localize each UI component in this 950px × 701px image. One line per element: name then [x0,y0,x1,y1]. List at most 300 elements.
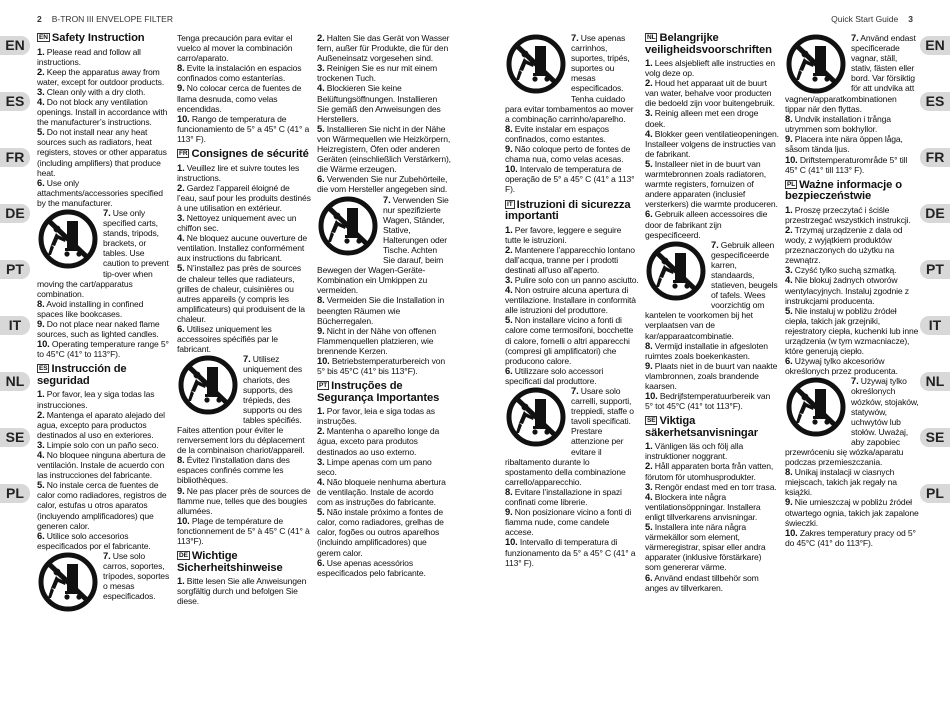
language-tab-es: ES [0,92,30,111]
cart-tipover-warning-icon [785,34,847,94]
instruction-item [37,97,171,127]
instruction-item [177,486,311,516]
language-tab-pt: PT [0,260,30,279]
item-number: 10. [505,163,518,175]
instruction-item [645,573,779,593]
section-title [317,381,451,404]
item-number: 4. [645,127,653,139]
instruction-item [177,233,311,263]
right-page-header [831,14,913,24]
item-number: 7. [851,33,859,43]
item-text: Utilice solo accesorios especificados por el fabricante. [37,530,151,551]
item-number: 1. [645,440,653,452]
item-number: 4. [317,475,325,487]
item-number: 9. [505,506,513,518]
item-text: Gebruik alleen accessoires die door de fabrikant zijn gespecificeerd. [645,209,768,240]
instruction-item [505,366,639,386]
instruction-item [37,440,171,450]
instruction-item [785,134,919,154]
item-text: Unikaj instalacji w ciasnych miejscach, takich jak regały na książki. [785,467,897,498]
item-text: Do not install near any heat sources such as radiators, heat registers, stoves or other apparatus (including amplifiers) that produce heat. [37,127,167,178]
item-text: Não coloque perto de fontes de chama nua, como velas acesas. [505,144,631,165]
item-number: 7. [711,239,719,250]
language-tab-en: EN [920,36,950,55]
instruction-item [37,531,171,551]
instruction-item [317,174,451,194]
language-tab-se: SE [0,428,30,447]
item-text: Zakres temperatury pracy od 5° do 45°C (41° do 113°F). [785,527,916,548]
cart-warning-block [37,208,171,299]
item-text: Evite instalar em espaços confinados, como estantes. [505,123,609,144]
instruction-item [37,67,171,87]
item-number: 5. [317,122,325,134]
item-number: 10. [785,526,798,538]
instruction-item [37,450,171,480]
language-tab-se: SE [920,428,950,447]
instruction-item [785,528,919,548]
section-title-text: Safety Instruction [51,32,145,44]
instruction-item [177,213,311,233]
item-number: 4. [37,95,45,107]
language-code-badge: DE [179,552,188,560]
instruction-item [645,341,779,361]
item-number: 6. [317,556,325,568]
item-number: 7. [383,194,391,205]
item-number: 10. [37,338,50,350]
instruction-item [785,275,919,305]
instruction-item [317,83,451,123]
instruction-item [505,537,639,567]
item-number: 3. [37,85,45,97]
instruction-item [785,467,919,497]
item-text: Verwenden Sie nur Zubehörteile, die vom Hersteller angegeben sind. [317,174,448,195]
instruction-item [645,209,779,239]
item-number: 1. [645,57,653,68]
language-tab-it: IT [0,316,30,335]
instruction-item [37,389,171,409]
safety-section [505,200,639,568]
item-text: Veuillez lire et suivre toutes les instructions. [177,162,300,183]
item-text: Betriebstemperaturbereich von 5° bis 45°C (41° bis 113°F). [317,356,446,377]
item-number: 6. [37,176,45,188]
safety-section [785,33,919,175]
item-number: 1. [37,388,45,400]
item-number: 9. [785,496,793,508]
item-text: Intervalo de temperatura de operação de 5° a 45° C (41° a 113° F). [505,164,635,195]
item-text: Clean only with a dry cloth. [46,86,146,97]
column-5 [645,33,779,598]
item-text: Vermijd installatie in afgesloten ruimtes zoals boekenkasten. [645,340,768,361]
column-2 [177,33,311,611]
column-1 [37,33,171,617]
instruction-item [177,324,311,354]
instruction-item [317,477,451,507]
section-title-text: Instruções de Segurança Importantes [317,380,440,404]
continued-text: Tenga precaución para evitar el vuelco al mover la combinación carro/aparato. [177,33,293,64]
language-tab-fr: FR [920,148,950,167]
item-number: 6. [505,364,513,376]
item-text: N’installez pas près de sources de chaleur telles que radiateurs, grilles de chaleur, cuisinières ou autres appareils (y compris les amplificateurs) qui produisent de la chaleur. [177,263,305,324]
section-title [37,364,171,387]
item-text: Installeer niet in de buurt van warmtebronnen zoals radiatoren, warmte registers, fornuizen of andere apparaten (inclusief versterkers) die warmte produceren. [645,158,778,210]
instruction-item [37,87,171,97]
safety-section [645,416,779,592]
item-text: Placera inte nära öppen låga, såsom tända ljus. [785,134,903,155]
instruction-item [645,441,779,461]
item-number: 8. [177,62,185,74]
item-text: Używaj tylko określonych wózków, stojaków, statywów, uchwytów lub stołów. Uważaj, aby zapobiec przewróceniu się wózka/aparatu podczas przemieszczania. [785,376,919,468]
language-tab-nl: NL [920,372,950,391]
section-title [645,33,779,56]
instruction-item [37,480,171,530]
instruction-item [785,356,919,376]
item-text: Czyść tylko suchą szmatką. [794,265,897,276]
item-text: Utilizzare solo accessori specificati dal produttore. [505,365,604,386]
item-number: 1. [177,161,185,173]
item-text: Non installare vicino a fonti di calore come termosifoni, bocchette di calore, fornelli o altri apparecchi (compresi gli amplificatori) che producono calore. [505,315,634,366]
item-text: Utilisez uniquement les accessoires spécifiés par le fabricant. [177,324,278,355]
section-title-text: Istruzioni di sicurezza importanti [505,198,631,222]
language-code-badge: IT [507,200,513,208]
column-4 [505,33,639,573]
section-title-text: Wichtige Sicherheitshinweise [177,550,283,574]
item-text: Rengör endast med en torr trasa. [654,481,777,492]
instruction-item [37,178,171,208]
item-text: Nie umieszczaj w pobliżu źródeł otwartego ognia, takich jak zapalone świeczki. [785,497,919,528]
instruction-item [177,576,311,606]
item-number: 7. [243,354,251,365]
item-number: 7. [103,208,111,218]
item-text: Używaj tylko akcesoriów określonych przez producenta. [785,356,898,377]
item-number: 7. [571,386,579,396]
language-tab-de: DE [920,204,950,223]
item-number: 10. [177,514,190,526]
instruction-item [177,263,311,324]
instruction-item [177,63,311,83]
instruction-item [177,183,311,213]
language-code-badge: EN [39,34,48,41]
item-number: 6. [785,355,793,367]
instruction-item [645,159,779,209]
language-tab-pl: PL [920,484,950,503]
instruction-item [317,457,451,477]
item-text: Por favor, leia e siga todas as instruções. [317,406,435,427]
item-text: Ne pas placer près de sources de flamme nue, telles que des bougies allumées. [177,485,311,516]
item-number: 5. [785,304,793,316]
item-text: Nicht in der Nähe von offenen Flammenquellen platzieren, wie brennende Kerzen. [317,325,436,356]
instruction-item [645,492,779,522]
item-number: 1. [505,223,513,235]
item-number: 9. [37,318,45,330]
item-number: 9. [177,484,185,496]
item-text: No bloquee ninguna abertura de ventilación. Instale de acuerdo con las instrucciones del fabricante. [37,449,166,481]
instruction-item [645,108,779,128]
item-text: Vänligen läs och följ alla instruktioner noggrant. [645,441,744,462]
item-text: Use apenas carrinhos, suportes, tripés, suportes ou mesas especificados. Tenha cuidado para evitar tombamentos ao mover a combinação carrinho/aparelho. [505,33,634,124]
instruction-item [37,319,171,339]
cart-warning-block [645,240,779,341]
item-text: Use only attachments/accessories specified by the manufacturer. [37,177,163,208]
item-text: Pulire solo con un panno asciutto. [514,274,639,285]
instruction-item [505,487,639,507]
cart-warning-block [177,354,311,455]
instruction-item [177,114,311,144]
item-number: 3. [505,273,513,285]
item-text: Keep the apparatus away from water, except for outdoor products. [37,66,165,87]
language-code-badge: SE [647,417,656,425]
item-text: Usare solo carrelli, supporti, treppiedi, staffe o tavoli specificati. Prestare attenzione per evitare il ribaltamento durante lo spostamento della combinazione carrello/apparecchio. [505,386,634,487]
item-text: Limpe apenas com um pano seco. [317,456,432,477]
left-page-header [37,14,173,24]
item-text: Halten Sie das Gerät von Wasser fern, außer für Produkte, die für den Außeneinsatz vorgesehen sind. [317,33,450,64]
item-number: 2. [37,408,45,420]
left-language-tabs [0,36,30,540]
language-code-badge: ES [39,365,48,373]
instruction-item [37,299,171,319]
item-number: 7. [103,550,111,561]
item-text: Nettoyez uniquement avec un chiffon sec. [177,213,297,234]
item-number: 4. [785,274,793,286]
item-number: 4. [505,284,513,296]
item-text: Ne bloquez aucune ouverture de ventilation. Installez conformément aux instructions du fabricant. [177,233,307,264]
item-number: 10. [177,112,190,124]
item-number: 9. [317,324,325,336]
instruction-item [505,245,639,275]
item-text: Reinig alleen met een droge doek. [645,108,759,129]
instruction-item [317,356,451,376]
instruction-item [317,406,451,426]
instruction-item [317,558,451,578]
item-text: Gebruik alleen gespecificeerde karren, standaards, statieven, beugels of tafels. Wees voorzichtig om kantelen te voorkomen bij het verplaatsen van de kar/apparaatcombinatie. [645,239,778,341]
language-tab-pt: PT [920,260,950,279]
item-text: Evite la instalación en espacios confinados como estanterías. [177,63,302,84]
instruction-item [645,482,779,492]
section-title-text: Instrucción de seguridad [37,363,127,387]
item-number: 8. [785,466,793,478]
section-title-text: Consignes de sécurité [191,148,309,161]
item-number: 2. [317,425,325,437]
item-text: Use apenas acessórios especificados pelo fabricante. [317,557,426,578]
item-number: 8. [785,113,793,125]
instruction-item [317,507,451,557]
item-text: Plage de température de fonctionnement de 5° à 45° C (41° à 113°F). [177,515,310,546]
language-code-badge: FR [179,150,188,158]
cart-tipover-warning-icon [37,552,99,612]
item-text: Mantenga el aparato alejado del agua, excepto para productos destinados al uso en exteriores. [37,409,165,440]
item-number: 2. [785,223,793,235]
item-number: 1. [785,203,793,215]
instruction-item [645,78,779,108]
item-text: Håll apparaten borta från vatten, förutom för utomhusprodukter. [645,461,774,482]
cart-tipover-warning-icon [505,34,567,94]
item-number: 6. [37,529,45,541]
section-title [505,200,639,223]
instruction-item [505,124,639,144]
item-text: Por favor, lea y siga todas las instrucciones. [37,389,155,410]
item-text: Installieren Sie nicht in der Nähe von Wärmequellen wie Heizkörpern, Heizregistern, Öfen oder anderen Geräten (einschließlich Verstärkern), die Wärme erzeugen. [317,123,451,175]
item-text: Proszę przeczytać i ściśle przestrzegać wszystkich instrukcji. [785,204,911,225]
item-text: Driftstemperaturområde 5° till 45° C (41° till 113° F). [785,154,908,175]
section-title [177,149,311,161]
instruction-item [37,47,171,67]
instruction-item [785,225,919,265]
item-number: 5. [505,314,513,326]
item-number: 5. [177,262,185,274]
language-tab-it: IT [920,316,950,335]
safety-section [317,33,451,376]
item-text: Operating temperature range 5° to 45°C (41° to 113°F). [37,339,169,360]
instruction-item [317,33,451,63]
item-number: 2. [317,32,325,43]
item-text: Use solo carros, soportes, trípodes, soportes o mesas especificados. [103,550,170,602]
instruction-item [37,127,171,177]
item-number: 10. [785,153,798,165]
safety-section [645,33,779,411]
item-text: Do not place near naked flame sources, such as lighted candles. [37,319,160,340]
item-text: Undvik installation i trånga utrymmen som bokhyllor. [785,114,891,135]
instruction-item [785,114,919,134]
instruction-item [37,339,171,359]
safety-section [177,149,311,546]
cart-tipover-warning-icon [785,377,847,437]
language-tab-nl: NL [0,372,30,391]
item-text: Non posizionare vicino a fonti di fiamma nude, come candele accese. [505,507,632,538]
item-text: Évitez l’installation dans des espaces confinés comme les bibliothèques. [177,455,290,486]
instruction-item [177,83,311,113]
language-code-badge: PT [319,382,328,390]
right-language-tabs [920,36,950,540]
item-number: 9. [645,359,653,371]
language-tab-en: EN [0,36,30,55]
instruction-item [177,455,311,485]
instruction-item [317,426,451,456]
item-number: 6. [177,323,185,335]
item-number: 3. [317,455,325,467]
item-text: Houd het apparaat uit de buurt van water, behalve voor producten die bedoeld zijn voor buitengebruik. [645,78,775,109]
section-title-text: Belangrijke veiligheidsvoorschriften [645,32,772,56]
item-number: 7. [571,33,579,43]
item-text: Rango de temperatura de funcionamiento de 5° a 45° C (41° a 113° F). [177,113,310,144]
item-text: Nie blokuj żadnych otworów wentylacyjnych. Instaluj zgodnie z instrukcjami producenta. [785,275,909,306]
cart-tipover-warning-icon [645,241,707,301]
safety-section [37,33,171,359]
item-number: 5. [645,157,653,169]
language-code-badge: PL [787,180,796,188]
safety-section [177,33,311,144]
instruction-item [505,507,639,537]
instruction-item [177,163,311,183]
instruction-item [505,285,639,315]
item-text: Använd endast tillbehör som anges av tillverkaren. [645,572,759,593]
item-number: 8. [645,339,653,351]
item-text: Limpie solo con un paño seco. [46,439,159,450]
item-text: Installera inte nära några värmekällor som element, värmeregistrar, spisar eller andra apparater (inklusive förstärkare) som genererar värme. [645,522,766,573]
cart-warning-block [505,386,639,487]
instruction-item [645,522,779,572]
item-text: Plaats niet in de buurt van naakte vlambronnen, zoals brandende kaarsen. [645,360,778,391]
item-text: Non ostruire alcuna apertura di ventilazione. Installare in conformità alle istruzioni del produttore. [505,285,636,316]
item-text: Lees alsjeblieft alle instructies en volg deze op. [645,58,776,79]
item-number: 2. [645,460,653,472]
item-number: 1. [177,575,185,587]
item-number: 3. [645,107,653,119]
item-number: 1. [37,45,45,57]
item-number: 8. [317,294,325,306]
item-number: 6. [645,571,653,583]
column-3 [317,33,451,583]
instruction-item [177,516,311,546]
cart-warning-block [37,551,171,612]
instruction-item [37,410,171,440]
item-number: 2. [505,243,513,255]
cart-warning-block [317,195,451,296]
instruction-item [785,306,919,356]
instruction-item [785,265,919,275]
item-number: 8. [505,122,513,134]
instruction-item [505,315,639,365]
item-number: 8. [177,454,185,466]
item-text: Blockieren Sie keine Belüftungsöffnungen. Installieren Sie gemäß den Anweisungen des Herstellers. [317,83,441,124]
item-text: Använd endast specificerade vagnar, ställ, stativ, fästen eller bord. Var försiktig för att undvika att vagnen/apparatkombinationen tippar när den flyttas. [785,33,916,115]
item-number: 7. [851,376,859,387]
item-text: Trzymaj urządzenie z dala od wody, z wyjątkiem produktów przeznaczonych do użytku na zewnątrz. [785,224,903,266]
instruction-item [505,144,639,164]
instruction-item [505,275,639,285]
item-text: Verwenden Sie nur spezifizierte Wagen, Ständer, Stative, Halterungen oder Tische. Achten Sie darauf, beim Bewegen der Wagen-Geräte-Kombination ein Umkippen zu vermeiden. [317,194,449,296]
item-number: 3. [785,264,793,276]
instruction-item [317,326,451,356]
item-number: 5. [317,506,325,518]
item-number: 9. [177,82,185,94]
section-title-text: Ważne informacje o bezpieczeństwie [785,178,902,203]
instruction-item [785,205,919,225]
item-number: 3. [37,438,45,450]
item-text: Não instale próximo a fontes de calor, como radiadores, grelhas de calor, fogões ou outros aparelhos (incluindo amplificadores) que gerem calor. [317,507,444,558]
instruction-item [317,295,451,325]
item-number: 10. [505,536,518,548]
item-number: 8. [505,485,513,497]
item-text: Avoid installing in confined spaces like bookcases. [37,298,144,319]
right-page-title: Quick Start Guide [831,14,899,24]
column-6 [785,33,919,553]
section-title [785,180,919,203]
section-title [645,416,779,439]
cart-tipover-warning-icon [177,355,239,415]
language-tab-de: DE [0,204,30,223]
cart-warning-block [505,33,639,124]
cart-tipover-warning-icon [505,387,567,447]
item-text: Do not block any ventilation openings. Install in accordance with the manufacturer’s instructions. [37,96,168,128]
item-number: 2. [645,77,653,89]
section-title [37,33,171,45]
item-text: Use only specified carts, stands, tripods, brackets, or tables. Use caution to prevent tip-over when moving the cart/apparatus combination. [37,208,169,299]
item-text: Mantenere l’apparecchio lontano dall’acqua, tranne per i prodotti destinati all’uso all’aperto. [505,244,635,275]
right-page-number: 3 [908,14,913,24]
section-title [177,551,311,574]
item-text: Bedrijfstemperatuurbereik van 5° tot 45°C (41° tot 113°F). [645,391,771,412]
item-text: Não bloqueie nenhuma abertura de ventilação. Instale de acordo com as instruções do fabricante. [317,476,446,508]
item-number: 3. [177,212,185,223]
item-number: 5. [645,521,653,533]
item-text: Utilisez uniquement des chariots, des supports, des trépieds, des supports ou des tables spécifiés. Faites attention pour éviter le renversement lors du déplacement de la combinaison chariot/appareil. [177,354,305,456]
item-text: Vermeiden Sie die Installation in beengten Räumen wie Bücherregalen. [317,295,445,326]
instruction-item [645,361,779,391]
instruction-item [785,155,919,175]
safety-section [177,551,311,606]
safety-section [37,364,171,612]
item-number: 10. [317,355,330,366]
item-number: 2. [37,65,45,77]
